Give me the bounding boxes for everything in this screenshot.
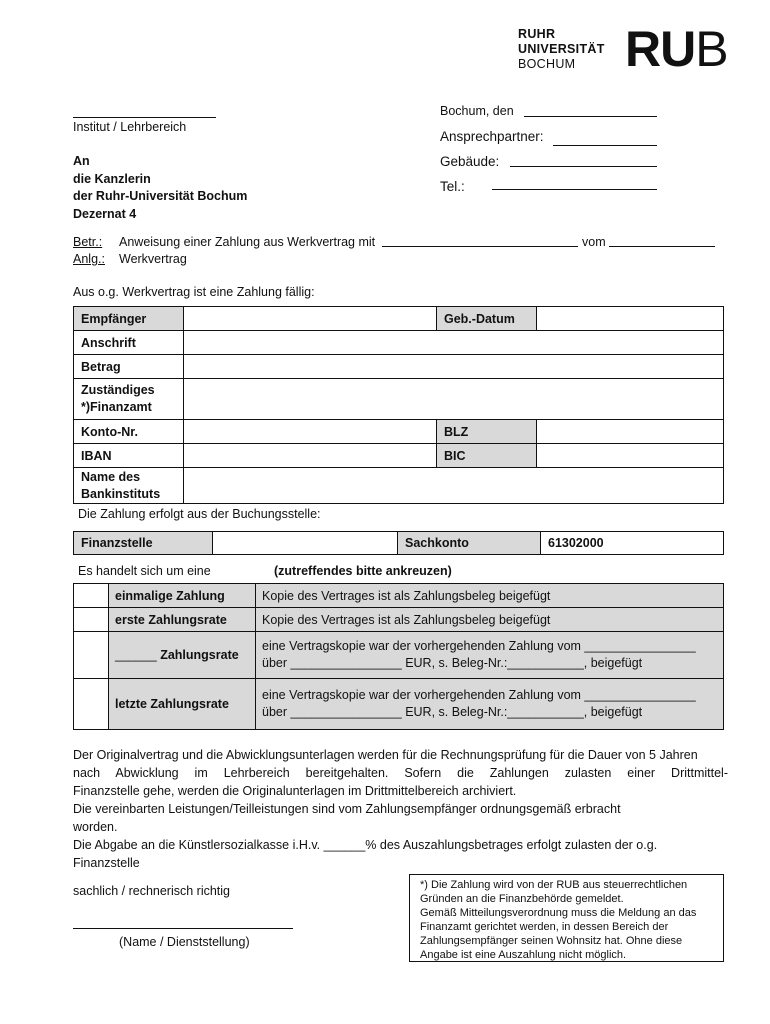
case-hint: (zutreffendes bitte ankreuzen) (274, 564, 452, 578)
label-bic: BIC (437, 444, 537, 468)
vom-label: vom (582, 235, 606, 249)
booking-intro: Die Zahlung erfolgt aus der Buchungsstelle: (78, 507, 321, 521)
label-finanzstelle: Finanzstelle (74, 532, 213, 555)
label-betrag: Betrag (74, 355, 184, 379)
label-einmalig: einmalige Zahlung (109, 584, 256, 608)
finanzamt-input[interactable] (184, 379, 724, 420)
label-geb-datum: Geb.-Datum (437, 307, 537, 331)
checkbox-erste[interactable] (74, 608, 109, 632)
konto-input[interactable] (184, 420, 437, 444)
label-bank: Name des Bankinstituts (74, 468, 184, 504)
label-empfaenger: Empfänger (74, 307, 184, 331)
contractor-field[interactable] (382, 246, 578, 247)
bank-input[interactable] (184, 468, 724, 504)
text-letzte: eine Vertragskopie war der vorhergehenden Zahlung vom ________________ über ________________ EUR, s. Beleg-Nr.:___________, beigefügt (256, 679, 724, 730)
date-field[interactable] (524, 116, 657, 117)
check-label: sachlich / rechnerisch richtig (73, 884, 231, 898)
betrag-input[interactable] (184, 355, 724, 379)
checkbox-rate[interactable] (74, 632, 109, 679)
anlg-label: Anlg.: (73, 252, 105, 266)
contact-field[interactable] (553, 145, 657, 146)
label-letzte: letzte Zahlungsrate (109, 679, 256, 730)
geb-datum-input[interactable] (537, 307, 724, 331)
place-date-label: Bochum, den (440, 104, 514, 118)
label-anschrift: Anschrift (74, 331, 184, 355)
checkbox-einmalig[interactable] (74, 584, 109, 608)
intro-text: Aus o.g. Werkvertrag ist eine Zahlung fällig: (73, 285, 315, 299)
label-konto: Konto-Nr. (74, 420, 184, 444)
booking-table (73, 531, 724, 555)
text-erste: Kopie des Vertrages ist als Zahlungsbeleg beigefügt (256, 608, 724, 632)
recipient-table (73, 306, 724, 504)
bic-input[interactable] (537, 444, 724, 468)
empfaenger-input[interactable] (184, 307, 437, 331)
building-label: Gebäude: (440, 154, 500, 169)
betr-text: Anweisung einer Zahlung aus Werkvertrag mit (119, 235, 376, 249)
name-label: (Name / Dienststellung) (119, 935, 250, 949)
label-blz: BLZ (437, 420, 537, 444)
rub-logo: RUB (625, 21, 728, 77)
anlg-text: Werkvertrag (119, 252, 187, 266)
finanzstelle-input[interactable] (213, 532, 398, 555)
label-sachkonto: Sachkonto (398, 532, 541, 555)
text-rate: eine Vertragskopie war der vorhergehenden Zahlung vom ________________ über ________________ EUR, s. Beleg-Nr.:___________, beigefügt (256, 632, 724, 679)
building-field[interactable] (510, 166, 657, 167)
body-paragraph: Der Originalvertrag und die Abwicklungsunterlagen werden für die Rechnungsprüfung für die Dauer von 5 Jahren nach Abwicklung im Lehrbereich bereitgehalten. Sofern die Zahlungen zulasten einer Drittmittel- Finanzstelle gehe, werden die Originalunterlagen im Drittmittelbereich archiviert. Die vereinbarten Leistungen/Teilleistungen sind vom Zahlungsempfänger ordnungsgemäß erbracht worden. Die Abgabe an die Künstlersozialkasse i.H.v. ______% des Auszahlungsbetrages erfolgt zulasten der o.g. Finanzstelle (73, 748, 728, 870)
blz-input[interactable] (537, 420, 724, 444)
label-finanzamt: Zuständiges *)Finanzamt (74, 379, 184, 420)
university-name: RUHR UNIVERSITÄT BOCHUM (518, 27, 605, 71)
label-rate: ______ Zahlungsrate (109, 632, 256, 679)
sender-label: Institut / Lehrbereich (73, 120, 187, 134)
betr-label: Betr.: (73, 235, 103, 249)
text-einmalig: Kopie des Vertrages ist als Zahlungsbeleg beigefügt (256, 584, 724, 608)
phone-label: Tel.: (440, 179, 465, 194)
iban-input[interactable] (184, 444, 437, 468)
label-erste: erste Zahlungsrate (109, 608, 256, 632)
tax-note-box: *) Die Zahlung wird von der RUB aus steuerrechtlichen Gründen an die Finanzbehörde gemeldet. Gemäß Mitteilungsverordnung muss die Meldung an das Finanzamt gerichtet werden, in dessen Bereich der Zahlungsempfänger seinen Wohnsitz hat. Ohne diese Angabe ist eine Auszahlung nicht möglich. (409, 874, 724, 962)
recipient-address: An die Kanzlerin der Ruhr-Universität Bochum Dezernat 4 (73, 154, 248, 221)
contact-label: Ansprechpartner: (440, 129, 544, 144)
case-intro: Es handelt sich um eine (78, 564, 211, 578)
anschrift-input[interactable] (184, 331, 724, 355)
signature-line[interactable] (73, 928, 293, 929)
payment-type-table (73, 583, 724, 730)
sachkonto-value: 61302000 (541, 532, 724, 555)
phone-field[interactable] (492, 189, 657, 190)
sender-line[interactable] (73, 117, 216, 118)
label-iban: IBAN (74, 444, 184, 468)
checkbox-letzte[interactable] (74, 679, 109, 730)
vom-field[interactable] (609, 246, 715, 247)
